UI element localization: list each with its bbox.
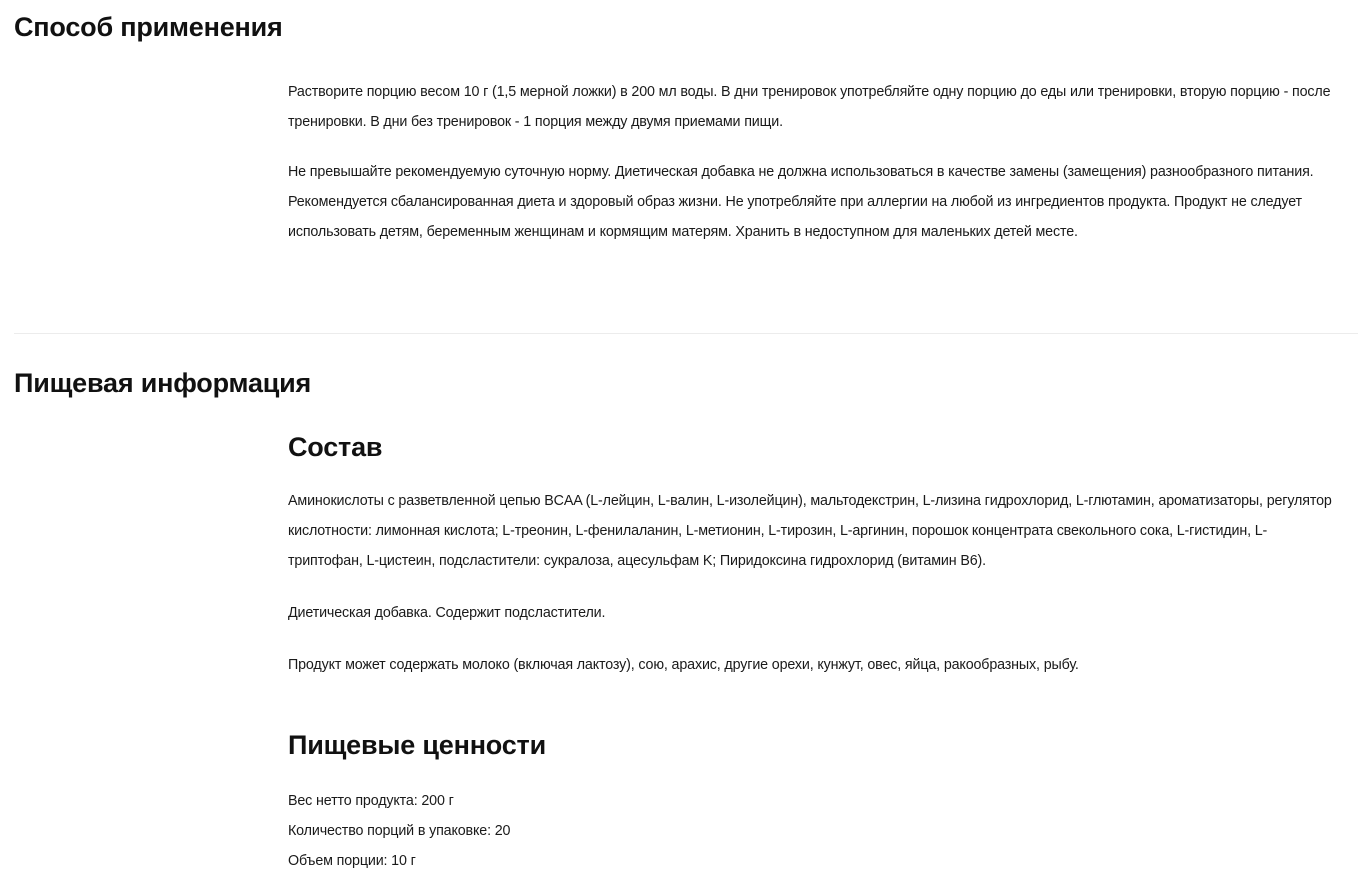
composition-text-block [288, 486, 1340, 680]
composition-paragraph: Диетическая добавка. Содержит подсластители. [288, 605, 606, 621]
usage-text-block [288, 77, 1340, 247]
nutrition-value-line: Вес нетто продукта: 200 г [288, 793, 454, 809]
nutrition-section-title: Пищевая информация [14, 368, 312, 398]
composition-title: Состав [288, 432, 383, 462]
composition-paragraph: Аминокислоты с разветвленной цепью BCAA (L-лейцин, L-валин, L-изолейцин), мальтодекстрин, L-лизина гидрохлорид, L-глютамин, ароматизаторы, регулятор кислотности: лимонная кислота; L-треонин, L-фенилаланин, L-метионин, L-тирозин, L-аргинин, порошок концентрата свекольного сока, L-гистидин, L-триптофан, L-цистеин, подсластители: сукралоза, ацесульфам K; Пиридоксина гидрохлорид (витамин B6). [288, 493, 1332, 569]
nutrition-values-title: Пищевые ценности [288, 730, 546, 760]
nutrition-value-line: Объем порции: 10 г [288, 853, 416, 869]
usage-paragraph: Не превышайте рекомендуемую суточную норму. Диетическая добавка не должна использоваться в качестве замены (замещения) разнообразного питания. Рекомендуется сбалансированная диета и здоровый образ жизни. Не употребляйте при аллергии на любой из ингредиентов продукта. Продукт не следует использовать детям, беременным женщинам и кормящим матерям. Хранить в недоступном для маленьких детей месте. [288, 164, 1314, 240]
usage-paragraph: Растворите порцию весом 10 г (1,5 мерной ложки) в 200 мл воды. В дни тренировок употребляйте одну порцию до еды или тренировки, вторую порцию - после тренировки. В дни без тренировок - 1 порция между двумя приемами пищи. [288, 84, 1331, 130]
composition-paragraph: Продукт может содержать молоко (включая лактозу), сою, арахис, другие орехи, кунжут, овес, яйца, ракообразных, рыбу. [288, 657, 1079, 673]
usage-section-title: Способ применения [14, 12, 283, 42]
nutrition-values-list [288, 786, 1340, 876]
section-divider [14, 333, 1358, 334]
nutrition-value-line: Количество порций в упаковке: 20 [288, 823, 511, 839]
